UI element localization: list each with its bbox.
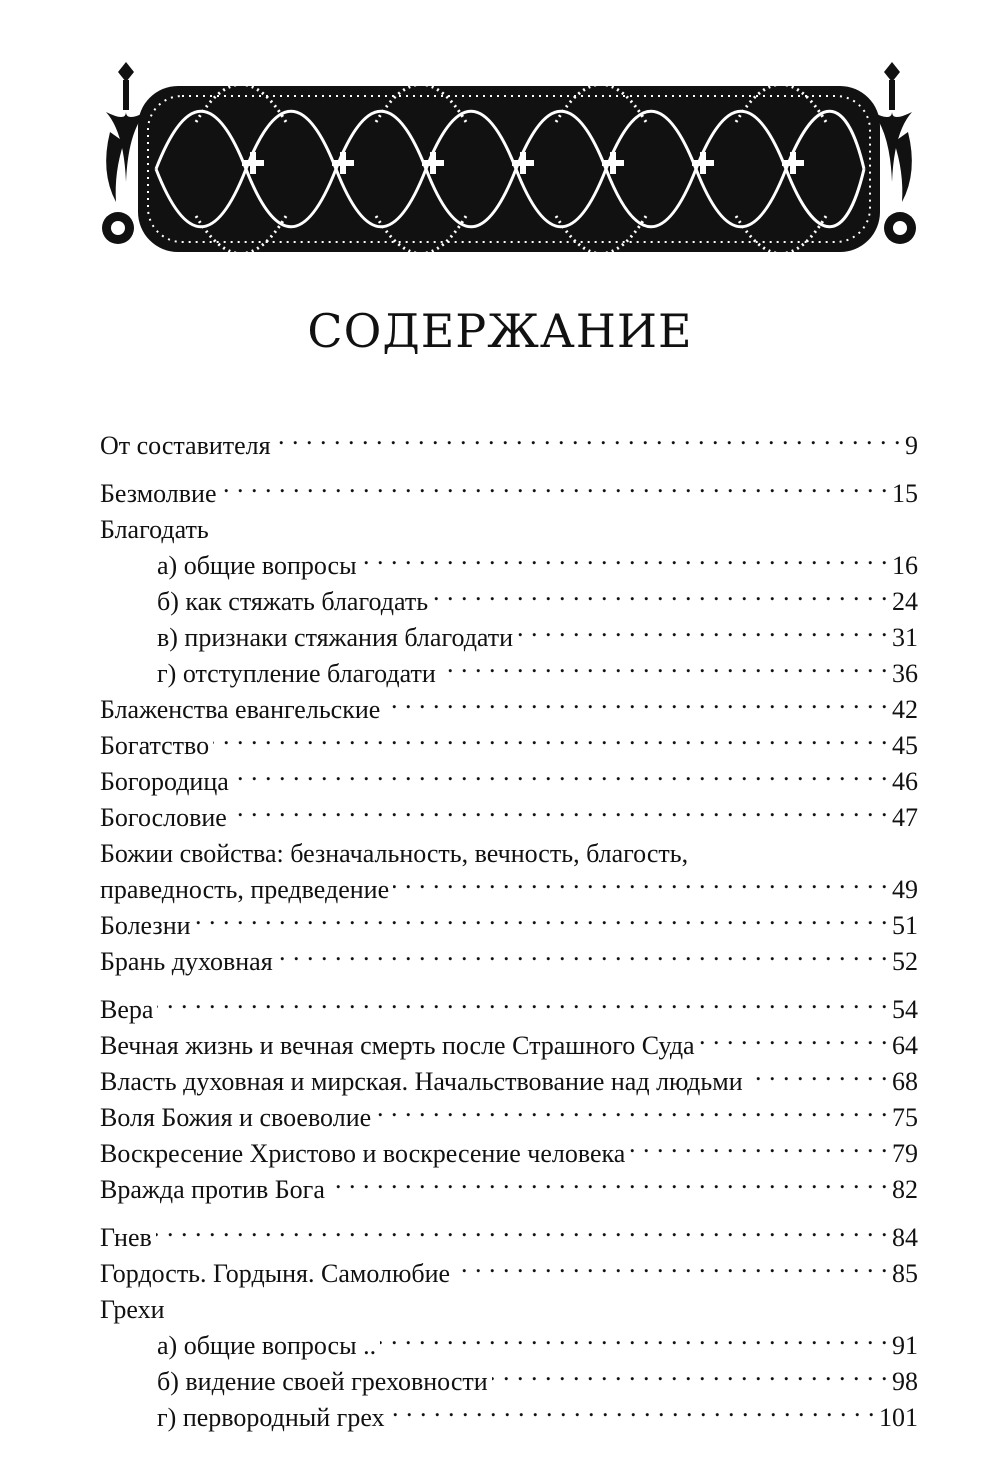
- toc-page-number: 64: [892, 1031, 918, 1060]
- toc-entry-label: Безмолвие: [100, 479, 217, 508]
- toc-page-number: 49: [892, 875, 918, 904]
- leader-dots: [380, 1318, 888, 1354]
- toc-entry-label: в) признаки стяжания благодати: [157, 623, 514, 652]
- toc-entry-label: Грехи: [100, 1295, 165, 1324]
- leader-dots: [329, 1162, 888, 1198]
- toc-page-number: 84: [892, 1223, 918, 1252]
- leader-dots: [629, 1126, 888, 1162]
- toc-page-number: 52: [892, 947, 918, 976]
- leader-dots: [157, 982, 888, 1018]
- toc-entry-label: Богословие: [100, 803, 227, 832]
- toc-entry-label: Божии свойства: безначальность, вечность, благость,: [100, 839, 689, 868]
- toc-page-number: 51: [892, 911, 918, 940]
- toc-page-number: 31: [892, 623, 918, 652]
- toc-entry[interactable]: [100, 934, 918, 976]
- toc-entry-label: б) как стяжать благодать: [157, 587, 429, 616]
- toc-page-number: 42: [892, 695, 918, 724]
- toc-page-number: 24: [892, 587, 918, 616]
- leader-dots: [195, 898, 888, 934]
- leader-dots: [156, 1210, 888, 1246]
- toc-entry-label: б) видение своей греховности: [157, 1367, 488, 1396]
- toc-page-number: 54: [892, 995, 918, 1024]
- leader-dots: [275, 418, 901, 454]
- toc-page-number: 98: [892, 1367, 918, 1396]
- toc-page-number: 46: [892, 767, 918, 796]
- leader-dots: [432, 574, 888, 610]
- decorative-knot-border: [96, 52, 922, 272]
- toc-entry-label: От составителя: [100, 431, 271, 460]
- leader-dots: [440, 646, 888, 682]
- toc-page-number: 15: [892, 479, 918, 508]
- toc-entry[interactable]: [100, 1246, 918, 1288]
- leader-dots: [389, 1390, 875, 1426]
- leader-dots: [492, 1354, 888, 1390]
- toc-entry-label: Богатство: [100, 731, 210, 760]
- toc-page-number: 45: [892, 731, 918, 760]
- toc-page-number: 85: [892, 1259, 918, 1288]
- toc-entry-label: Власть духовная и мирская. Начальствование над людьми: [100, 1067, 743, 1096]
- leader-dots: [517, 610, 888, 646]
- toc-page-number: 79: [892, 1139, 918, 1168]
- toc-entry[interactable]: [100, 1210, 918, 1252]
- toc-entry-label: г) первородный грех: [157, 1403, 385, 1432]
- toc-entry-label: г) отступление благодати: [157, 659, 436, 688]
- toc-subentry[interactable]: [100, 1318, 918, 1360]
- toc-entry-label: а) общие вопросы: [157, 551, 357, 580]
- leader-dots: [393, 862, 888, 898]
- toc-entry-label: Благодать: [100, 515, 209, 544]
- leader-dots: [375, 1090, 888, 1126]
- toc-page-number: 75: [892, 1103, 918, 1132]
- toc-entry[interactable]: [100, 1018, 918, 1060]
- leader-dots: [221, 466, 888, 502]
- toc-entry-label: Богородица: [100, 767, 229, 796]
- toc-section-heading[interactable]: [100, 502, 918, 544]
- toc-entry-label: Воля Божия и своеволие: [100, 1103, 372, 1132]
- toc-entry-label: Гордость. Гордыня. Самолюбие: [100, 1259, 451, 1288]
- toc-entry-label: Воскресение Христово и воскресение человека: [100, 1139, 626, 1168]
- leader-dots: [747, 1054, 888, 1090]
- toc-page-number: 91: [892, 1331, 918, 1360]
- leader-dots: [384, 682, 888, 718]
- leader-dots: [277, 934, 888, 970]
- toc-entry-label: праведность, предведение: [100, 875, 390, 904]
- toc-entry-label: Блаженства евангельские: [100, 695, 381, 724]
- toc-entry-label: Гнев: [100, 1223, 152, 1252]
- toc-entry[interactable]: [100, 418, 918, 460]
- toc-entry-label: а) общие вопросы ..: [157, 1331, 377, 1360]
- toc-page-number: 82: [892, 1175, 918, 1204]
- leader-dots: [699, 1018, 888, 1054]
- leader-dots: [361, 538, 888, 574]
- toc-entry-label: Брань духовная: [100, 947, 273, 976]
- toc-entry-label: Болезни: [100, 911, 191, 940]
- toc-page-number: 9: [905, 431, 918, 460]
- toc-entry[interactable]: [100, 982, 918, 1024]
- toc-entry-label: Вражда против Бога: [100, 1175, 325, 1204]
- toc-entry[interactable]: [100, 754, 918, 796]
- toc-entry-label: Вера: [100, 995, 154, 1024]
- toc-entry[interactable]: [100, 898, 918, 940]
- toc-entry[interactable]: [100, 718, 918, 760]
- leader-dots: [454, 1246, 888, 1282]
- toc-subentry[interactable]: [100, 538, 918, 580]
- table-of-contents: [100, 418, 918, 1432]
- toc-page-number: 16: [892, 551, 918, 580]
- leader-dots: [231, 790, 888, 826]
- toc-entry-label: Вечная жизнь и вечная смерть после Страшного Суда: [100, 1031, 695, 1060]
- leader-dots: [213, 718, 888, 754]
- toc-page-number: 101: [879, 1403, 918, 1432]
- toc-page-number: 36: [892, 659, 918, 688]
- toc-page-number: 68: [892, 1067, 918, 1096]
- toc-entry[interactable]: [100, 466, 918, 508]
- leader-dots: [233, 754, 888, 790]
- toc-page-number: 47: [892, 803, 918, 832]
- page-title: СОДЕРЖАНИЕ: [307, 304, 693, 358]
